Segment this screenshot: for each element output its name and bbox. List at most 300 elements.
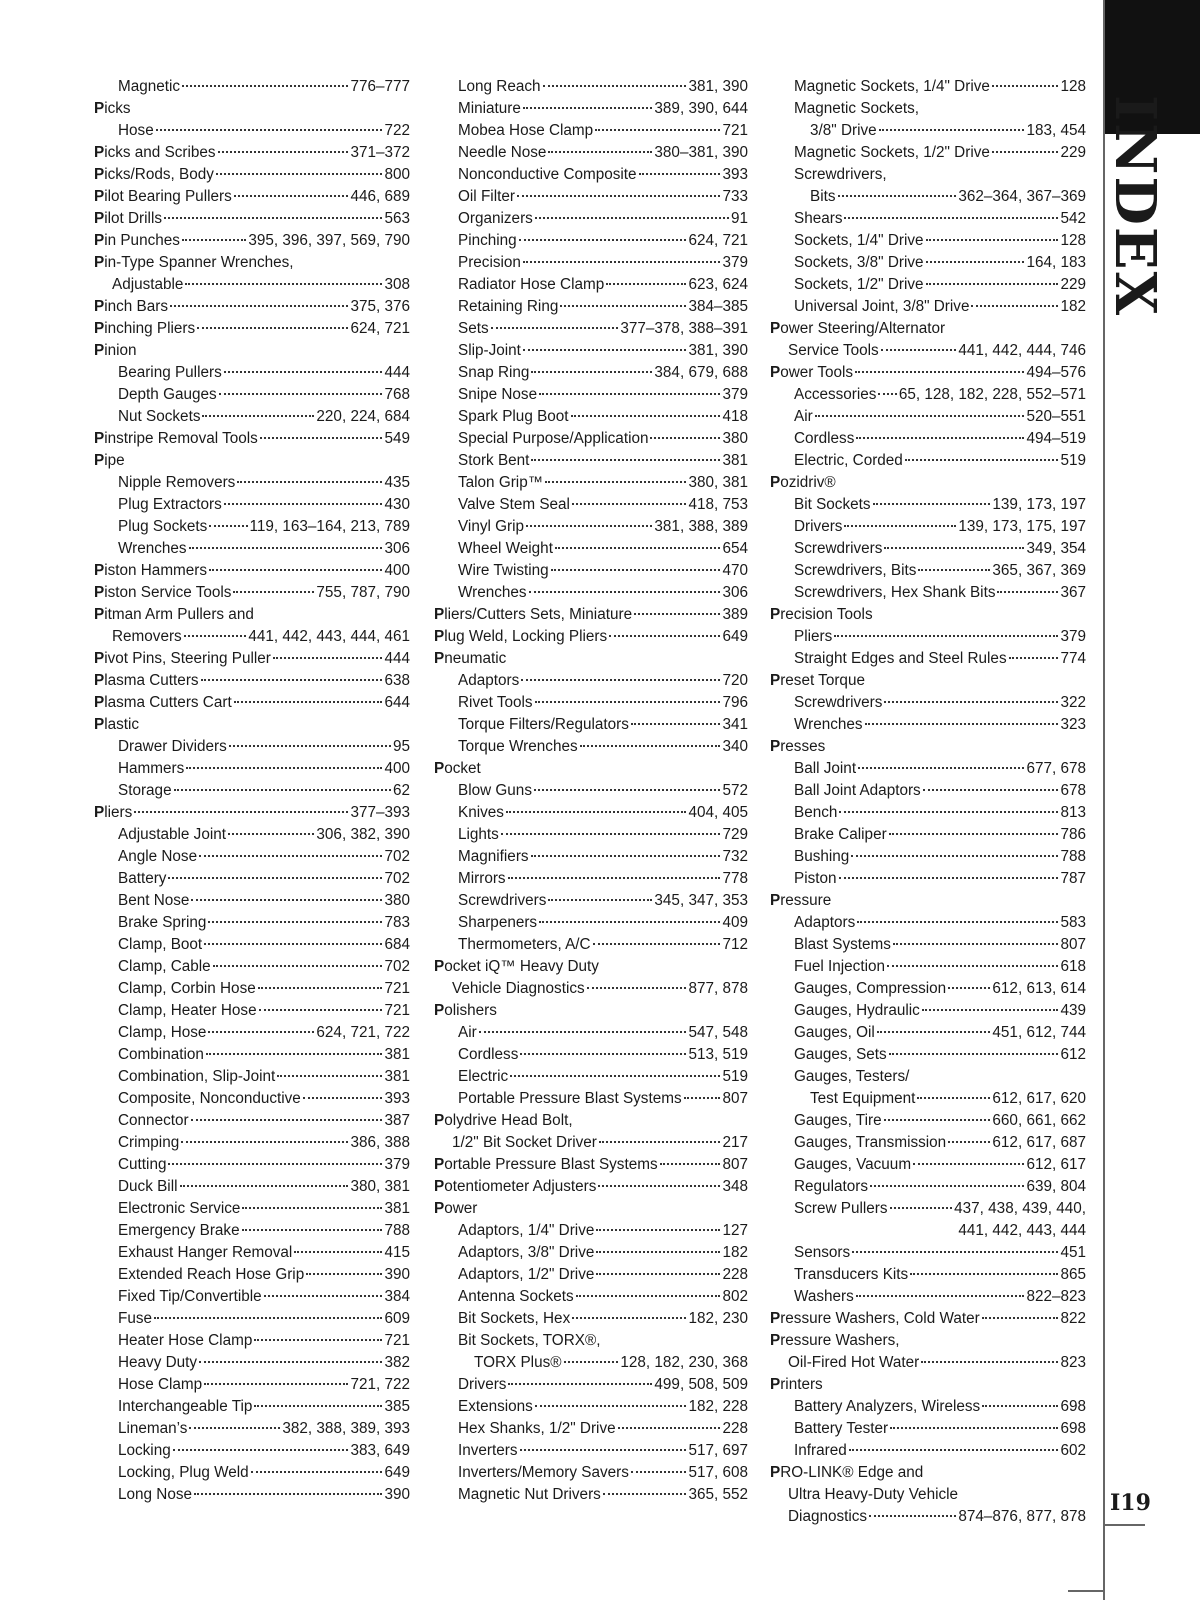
index-page-numbers: 139, 173, 197	[992, 496, 1086, 513]
index-page-numbers: 400	[384, 760, 410, 777]
index-page-numbers: 612	[1060, 1046, 1086, 1063]
index-page-numbers: 379	[1060, 628, 1086, 645]
index-term: Blast Systems	[794, 936, 891, 953]
index-subentry	[434, 1440, 748, 1462]
index-subentry	[94, 1462, 410, 1484]
index-term: Bent Nose	[118, 892, 190, 909]
index-term: Accessories	[794, 386, 877, 403]
index-subentry	[94, 626, 410, 648]
dot-leader	[543, 85, 687, 87]
index-page-numbers: 649	[722, 628, 748, 645]
index-subentry	[770, 626, 1086, 648]
index-subentry	[434, 1022, 748, 1044]
dot-leader	[971, 305, 1058, 307]
dot-leader	[191, 899, 382, 901]
index-page-numbers: 380, 381	[350, 1178, 410, 1195]
index-page-numbers: 549	[384, 430, 410, 447]
index-subentry	[770, 1132, 1086, 1154]
index-page-numbers: 65, 128, 182, 228, 552–571	[898, 386, 1086, 403]
index-term: Battery Analyzers, Wireless	[794, 1398, 981, 1415]
index-term: Clamp, Heater Hose	[118, 1002, 257, 1019]
index-page-numbers: 382	[384, 1354, 410, 1371]
page-number: I19	[1110, 1490, 1151, 1516]
index-subentry	[770, 912, 1086, 934]
index-subentry	[770, 692, 1086, 714]
index-subentry	[434, 1396, 748, 1418]
index-subentry	[434, 1286, 748, 1308]
index-subentry	[434, 1066, 748, 1088]
dot-leader	[596, 1251, 720, 1253]
index-term: Locking, Plug Weld	[118, 1464, 249, 1481]
index-subentry	[94, 780, 410, 802]
index-heading-entry	[434, 1198, 748, 1220]
index-subentry	[770, 1088, 1086, 1110]
index-heading-entry	[94, 428, 410, 450]
index-page-numbers: 807	[722, 1156, 748, 1173]
index-page-numbers: 822	[1060, 1310, 1086, 1327]
index-page-numbers: 384	[384, 1288, 410, 1305]
index-page-numbers: 644	[384, 694, 410, 711]
dot-leader	[539, 921, 720, 923]
index-term: Long Nose	[118, 1486, 192, 1503]
index-subentry	[434, 780, 748, 802]
index-page-numbers: 381, 390	[688, 78, 748, 95]
index-page-numbers: 381, 388, 389	[654, 518, 748, 535]
index-subentry	[770, 1176, 1086, 1198]
index-term: Cordless	[458, 1046, 519, 1063]
dot-leader	[849, 1449, 1059, 1451]
index-subentry	[94, 1066, 410, 1088]
index-page-numbers: 349, 354	[1026, 540, 1086, 557]
dot-leader	[576, 1295, 721, 1297]
dot-leader	[596, 1273, 720, 1275]
index-subentry	[770, 494, 1086, 516]
index-subentry	[770, 164, 1086, 186]
index-term: Valve Stem Seal	[458, 496, 570, 513]
dot-leader	[134, 811, 348, 813]
index-subentry	[94, 912, 410, 934]
index-term: Extensions	[458, 1398, 533, 1415]
index-subentry	[94, 1440, 410, 1462]
index-term: Plasma Cutters Cart	[94, 694, 232, 711]
index-term: Sockets, 1/2" Drive	[794, 276, 924, 293]
index-page-numbers: 404, 405	[688, 804, 748, 821]
dot-leader	[839, 811, 1058, 813]
dot-leader	[531, 855, 721, 857]
index-page-numbers: 722	[384, 122, 410, 139]
index-page-numbers: 729	[722, 826, 748, 843]
dot-leader	[254, 1405, 382, 1407]
dot-leader	[856, 437, 1024, 439]
dot-leader	[881, 349, 957, 351]
index-subentry	[434, 978, 748, 1000]
index-term: Pinching	[458, 232, 517, 249]
index-term: Rivet Tools	[458, 694, 533, 711]
index-term: Magnetic	[118, 78, 181, 95]
index-subentry	[94, 1418, 410, 1440]
dot-leader	[526, 525, 652, 527]
index-subentry	[770, 208, 1086, 230]
index-page-numbers: 451, 612, 744	[992, 1024, 1086, 1041]
index-term: Gauges, Testers/	[794, 1068, 910, 1085]
index-subentry	[94, 494, 410, 516]
index-page-numbers: 341	[722, 716, 748, 733]
index-subentry	[94, 1374, 410, 1396]
index-subentry	[770, 186, 1086, 208]
dot-leader	[529, 591, 721, 593]
index-page-numbers: 702	[384, 958, 410, 975]
dot-leader	[639, 173, 721, 175]
index-page-numbers: 874–876, 877, 878	[958, 1508, 1086, 1525]
index-term: Pinching Pliers	[94, 320, 196, 337]
index-page-numbers: 380, 381	[688, 474, 748, 491]
index-term: Nonconductive Composite	[458, 166, 637, 183]
index-page-numbers: 382, 388, 389, 393	[282, 1420, 410, 1437]
index-term: TORX Plus®	[474, 1354, 562, 1371]
index-heading-entry	[94, 340, 410, 362]
dot-leader	[277, 1075, 382, 1077]
index-page-numbers: 409	[722, 914, 748, 931]
dot-leader	[510, 1075, 720, 1077]
index-page-numbers: 390	[384, 1486, 410, 1503]
dot-leader	[186, 767, 382, 769]
dot-leader	[548, 151, 652, 153]
index-page-numbers: 776–777	[350, 78, 410, 95]
index-term: Wrenches	[794, 716, 863, 733]
dot-leader	[948, 1141, 990, 1143]
index-subentry	[434, 560, 748, 582]
index-term: Fuse	[118, 1310, 153, 1327]
dot-leader	[887, 965, 1058, 967]
index-page-numbers: 229	[1060, 276, 1086, 293]
index-term: Connector	[118, 1112, 189, 1129]
index-page-numbers: 612, 617, 687	[992, 1134, 1086, 1151]
index-term: Oil Filter	[458, 188, 515, 205]
index-term: Adjustable	[112, 276, 184, 293]
index-term: Nut Sockets	[118, 408, 201, 425]
index-subentry	[434, 824, 748, 846]
dot-leader	[870, 1185, 1024, 1187]
index-page-numbers: 807	[722, 1090, 748, 1107]
index-subentry	[770, 538, 1086, 560]
dot-leader	[242, 1229, 383, 1231]
index-page-numbers: 415	[384, 1244, 410, 1261]
index-page-numbers: 639, 804	[1026, 1178, 1086, 1195]
dot-leader	[858, 767, 1024, 769]
index-page-numbers: 572	[722, 782, 748, 799]
index-page-numbers: 345, 347, 353	[654, 892, 748, 909]
index-term: Screwdrivers,	[794, 166, 887, 183]
index-term: Plug Weld, Locking Pliers	[434, 628, 608, 645]
index-heading-entry	[770, 1308, 1086, 1330]
index-page-numbers: 813	[1060, 804, 1086, 821]
index-term: Thermometers, A/C	[458, 936, 591, 953]
index-term: Slip-Joint	[458, 342, 521, 359]
dot-leader	[156, 129, 383, 131]
dot-leader	[523, 261, 721, 263]
index-page-numbers: 470	[722, 562, 748, 579]
index-page-numbers: 612, 617	[1026, 1156, 1086, 1173]
index-subentry	[434, 1330, 748, 1352]
index-term: Polishers	[434, 1002, 497, 1019]
dot-leader	[501, 833, 721, 835]
index-subentry	[770, 1440, 1086, 1462]
index-subentry	[94, 890, 410, 912]
index-term: Electric, Corded	[794, 452, 903, 469]
index-heading-entry	[770, 362, 1086, 384]
index-column-3	[770, 76, 1086, 1528]
dot-leader	[204, 943, 382, 945]
index-term: Sharpeners	[458, 914, 538, 931]
index-term: Pin-Type Spanner Wrenches,	[94, 254, 294, 271]
index-term: Adaptors, 1/4" Drive	[458, 1222, 595, 1239]
footer-rule	[1068, 1590, 1105, 1592]
index-page-numbers: 381, 390	[688, 342, 748, 359]
index-subentry	[770, 1418, 1086, 1440]
index-subentry	[770, 1110, 1086, 1132]
dot-leader	[237, 481, 382, 483]
dot-leader	[926, 261, 1025, 263]
index-subentry	[770, 1198, 1086, 1220]
index-term: Gauges, Sets	[794, 1046, 887, 1063]
index-subentry	[770, 780, 1086, 802]
dot-leader	[992, 85, 1059, 87]
dot-leader	[535, 701, 721, 703]
index-page-numbers: 308	[384, 276, 410, 293]
index-subentry	[94, 824, 410, 846]
index-subentry	[434, 1264, 748, 1286]
index-term: Piston Hammers	[94, 562, 208, 579]
index-term: Magnetic Sockets, 1/4" Drive	[794, 78, 990, 95]
index-heading-entry	[770, 736, 1086, 758]
index-subentry	[94, 868, 410, 890]
index-term: Magnetic Sockets, 1/2" Drive	[794, 144, 990, 161]
index-term: Clamp, Hose	[118, 1024, 207, 1041]
index-term: Service Tools	[788, 342, 879, 359]
dot-leader	[479, 1031, 687, 1033]
index-page-numbers: 786	[1060, 826, 1086, 843]
index-page-numbers: 441, 442, 443, 444	[958, 1222, 1086, 1239]
index-page-numbers: 755, 787, 790	[316, 584, 410, 601]
index-page-numbers: 340	[722, 738, 748, 755]
index-page-numbers: 822–823	[1026, 1288, 1086, 1305]
index-page-numbers: 380	[384, 892, 410, 909]
dot-leader	[918, 569, 990, 571]
index-subentry	[94, 1044, 410, 1066]
index-term: Sockets, 1/4" Drive	[794, 232, 924, 249]
index-heading-entry	[94, 582, 410, 604]
index-subentry	[94, 384, 410, 406]
dot-leader	[508, 1383, 652, 1385]
index-page-numbers: 517, 697	[688, 1442, 748, 1459]
index-term: Drawer Dividers	[118, 738, 227, 755]
index-page-numbers: 624, 721	[688, 232, 748, 249]
index-term: 1/2" Bit Socket Driver	[452, 1134, 597, 1151]
index-term: Stork Bent	[458, 452, 530, 469]
index-term: Gauges, Compression	[794, 980, 947, 997]
index-subentry	[770, 1220, 1086, 1242]
dot-leader	[631, 723, 721, 725]
index-subentry	[770, 1352, 1086, 1374]
index-term: Transducers Kits	[794, 1266, 909, 1283]
dot-leader	[535, 217, 729, 219]
dot-leader	[580, 745, 721, 747]
dot-leader	[199, 1361, 382, 1363]
index-term: Preset Torque	[770, 672, 865, 689]
index-term: Spark Plug Boot	[458, 408, 569, 425]
index-heading-entry	[94, 604, 410, 626]
index-subentry	[94, 1132, 410, 1154]
index-subentry	[94, 516, 410, 538]
index-subentry	[94, 120, 410, 142]
index-page-numbers: 164, 183	[1026, 254, 1086, 271]
index-term: Ball Joint Adaptors	[794, 782, 921, 799]
index-term: Storage	[118, 782, 172, 799]
index-term: Pin Punches	[94, 232, 180, 249]
index-page-numbers: 624, 721	[350, 320, 410, 337]
dot-leader	[921, 1361, 1058, 1363]
index-term: Pliers/Cutters Sets, Miniature	[434, 606, 633, 623]
index-term: Printers	[770, 1376, 823, 1393]
index-subentry	[94, 406, 410, 428]
index-term: Bit Sockets, TORX®,	[458, 1332, 601, 1349]
page-number-rule	[1105, 1524, 1145, 1526]
index-term: Retaining Ring	[458, 298, 559, 315]
dot-leader	[258, 987, 383, 989]
dot-leader	[982, 1405, 1058, 1407]
index-page-numbers: 91	[730, 210, 748, 227]
index-subentry	[94, 1022, 410, 1044]
dot-leader	[539, 393, 720, 395]
index-heading-entry	[94, 296, 410, 318]
index-term: Nipple Removers	[118, 474, 236, 491]
index-page-numbers: 322	[1060, 694, 1086, 711]
index-heading-entry	[770, 472, 1086, 494]
index-page-numbers: 800	[384, 166, 410, 183]
index-page-numbers: 446, 689	[350, 188, 410, 205]
index-subentry	[434, 384, 748, 406]
index-page-numbers: 519	[1060, 452, 1086, 469]
dot-leader	[593, 943, 721, 945]
index-page-numbers: 385	[384, 1398, 410, 1415]
dot-leader	[877, 1031, 991, 1033]
dot-leader	[273, 657, 383, 659]
index-subentry	[94, 736, 410, 758]
index-page-numbers: 823	[1060, 1354, 1086, 1371]
index-term: Electronic Service	[118, 1200, 241, 1217]
index-term: Drivers	[458, 1376, 507, 1393]
index-page-numbers: 519	[722, 1068, 748, 1085]
index-subentry	[770, 428, 1086, 450]
index-term: Organizers	[458, 210, 533, 227]
index-term: Inverters	[458, 1442, 518, 1459]
dot-leader	[618, 1427, 721, 1429]
dot-leader	[890, 1207, 953, 1209]
index-term: Piston	[794, 870, 837, 887]
index-term: Screwdrivers, Bits	[794, 562, 917, 579]
index-page-numbers: 95	[392, 738, 410, 755]
dot-leader	[294, 1251, 382, 1253]
index-term: Cutting	[118, 1156, 167, 1173]
index-page-numbers: 387	[384, 1112, 410, 1129]
index-term: Wire Twisting	[458, 562, 549, 579]
dot-leader	[259, 1009, 383, 1011]
index-term: Adaptors	[458, 672, 520, 689]
dot-leader	[923, 789, 1059, 791]
dot-leader	[164, 217, 382, 219]
index-page-numbers: 127	[722, 1222, 748, 1239]
index-page-numbers: 182	[722, 1244, 748, 1261]
index-term: Potentiometer Adjusters	[434, 1178, 597, 1195]
dot-leader	[851, 855, 1058, 857]
dot-leader	[884, 701, 1058, 703]
index-term: Magnifiers	[458, 848, 529, 865]
index-heading-entry	[434, 1154, 748, 1176]
index-column-1	[94, 76, 410, 1506]
index-subentry	[770, 230, 1086, 252]
index-subentry	[434, 296, 748, 318]
dot-leader	[197, 327, 348, 329]
index-heading-entry	[434, 1110, 748, 1132]
index-term: Test Equipment	[810, 1090, 916, 1107]
index-subentry	[434, 1418, 748, 1440]
index-page-numbers: 712	[722, 936, 748, 953]
index-term: Sets	[458, 320, 489, 337]
index-subentry	[770, 934, 1086, 956]
index-page-numbers: 229	[1060, 144, 1086, 161]
index-term: Plasma Cutters	[94, 672, 199, 689]
index-page-numbers: 788	[384, 1222, 410, 1239]
dot-leader	[884, 547, 1024, 549]
index-term: Power Tools	[770, 364, 854, 381]
index-subentry	[434, 670, 748, 692]
index-page-numbers: 437, 438, 439, 440,	[954, 1200, 1086, 1217]
dot-leader	[571, 415, 721, 417]
index-subentry	[434, 1352, 748, 1374]
index-term: Pinion	[94, 342, 137, 359]
index-page-numbers: 371–372	[350, 144, 410, 161]
index-term: Sensors	[794, 1244, 851, 1261]
index-subentry	[434, 1462, 748, 1484]
dot-leader	[251, 1471, 383, 1473]
index-subentry	[94, 472, 410, 494]
index-subentry	[434, 714, 748, 736]
dot-leader	[587, 987, 687, 989]
index-subentry	[434, 472, 748, 494]
index-term: Sockets, 3/8" Drive	[794, 254, 924, 271]
index-page-numbers: 393	[722, 166, 748, 183]
dot-leader	[865, 723, 1059, 725]
index-page-numbers: 721	[722, 122, 748, 139]
index-page-numbers: 720	[722, 672, 748, 689]
index-page-numbers: 698	[1060, 1398, 1086, 1415]
index-subentry	[94, 1242, 410, 1264]
dot-leader	[910, 1273, 1058, 1275]
index-page-numbers: 807	[1060, 936, 1086, 953]
index-subentry	[770, 450, 1086, 472]
index-subentry	[770, 582, 1086, 604]
index-term: Combination	[118, 1046, 204, 1063]
dot-leader	[815, 415, 1025, 417]
index-term: Bit Sockets, Hex	[458, 1310, 571, 1327]
index-subentry	[434, 582, 748, 604]
index-subentry	[434, 98, 748, 120]
dot-leader	[185, 283, 382, 285]
dot-leader	[531, 459, 720, 461]
index-subentry	[434, 362, 748, 384]
dot-leader	[852, 1251, 1058, 1253]
dot-leader	[603, 1493, 687, 1495]
